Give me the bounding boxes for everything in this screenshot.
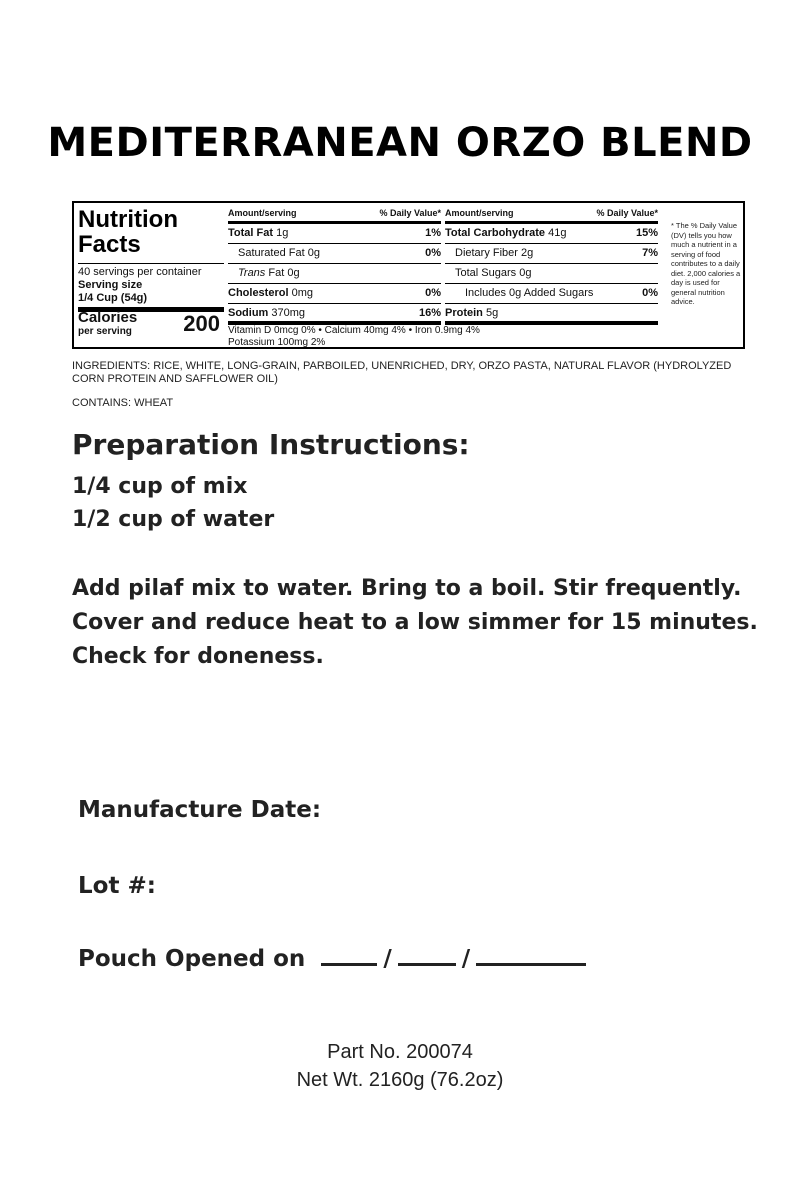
nutrient-name: Cholesterol [228,287,289,299]
nutrient-row [445,264,658,284]
nutrient-amount: 1g [276,227,289,239]
vitamins-line-2: Potassium 100mg 2% [228,337,326,348]
nutrient-amount: 370mg [271,307,306,319]
nutrient-amount: 41g [548,227,567,239]
amount-header: Amount/serving [228,208,297,218]
nutrient-name: Saturated Fat [238,247,305,259]
serving-size-value: 1/4 Cup (54g) [78,292,148,304]
nutrient-amount: 5g [485,307,499,319]
prep-mix-amount: 1/4 cup of mix [72,474,248,499]
month-blank[interactable] [321,943,377,966]
dv-header: % Daily Value* [596,208,658,218]
nutrient-amount: 0g [307,247,320,259]
pouch-opened-row [78,943,586,972]
date-separator: / [383,946,392,972]
date-separator: / [461,946,471,972]
nutrient-dv: 0% [642,287,658,299]
servings-per-container: 40 servings per container [78,266,202,278]
nutrient-row [228,224,441,244]
nutrient-amount: 0mg [291,287,313,299]
nutrition-left-block [78,206,224,337]
preparation-title: Preparation Instructions: [72,428,470,461]
nutrient-name: Includes 0g Added Sugars [465,287,594,299]
nutrition-facts-panel [72,201,745,349]
nutrient-row [445,244,658,264]
nutrient-name: Total Carbohydrate [445,227,546,239]
amount-header: Amount/serving [445,208,514,218]
nutrient-dv: 1% [425,227,441,239]
nutrient-dv: 7% [642,247,658,259]
nutrient-name: Sodium [228,307,269,319]
divider [78,263,224,264]
part-number: Part No. 200074 [327,1041,473,1063]
nutrient-row [445,284,658,304]
vitamins-line-1: Vitamin D 0mcg 0% • Calcium 40mg 4% • Iron 0.9mg 4% [228,325,480,336]
nutrient-row [228,284,441,304]
daily-value-footnote: * The % Daily Value (DV) tells you how much a nutrient in a serving of food contributes to a daily diet. 2,000 calories a day is used for general nutrition advice. [671,221,741,306]
column-header [445,207,658,224]
pouch-opened-label: Pouch Opened on [78,946,306,972]
calories-label: Calories [78,309,138,326]
nutrient-column-left [228,207,441,323]
nutrient-amount: Fat 0g [268,267,300,279]
year-blank[interactable] [476,943,586,966]
nutrient-name: Trans [238,267,266,279]
calories-value: 200 [183,311,220,336]
nutrient-row [228,244,441,264]
nutrient-amount: 2g [521,247,534,259]
vitamins-minerals [228,325,480,349]
nutrient-row [445,224,658,244]
nutrient-dv: 0% [425,247,441,259]
net-weight: Net Wt. 2160g (76.2oz) [296,1069,504,1091]
nutrient-dv: 15% [635,227,658,239]
lot-number-label: Lot #: [78,873,156,899]
nutrient-dv: 0% [425,287,441,299]
ingredients-text: INGREDIENTS: RICE, WHITE, LONG-GRAIN, PARBOILED, UNENRICHED, DRY, ORZO PASTA, NATURAL FLAVOR (HYDROLYZED CORN PROTEIN AND SAFFLOWER OIL) [72,360,732,385]
nutrient-amount: 0g [519,267,532,279]
preparation-steps: Add pilaf mix to water. Bring to a boil. Stir frequently. Cover and reduce heat to a low simmer for 15 minutes. Check for doneness. [72,576,758,669]
column-header [228,207,441,224]
nutrient-dv: 16% [418,307,441,319]
nutrient-name: Total Sugars [455,267,517,279]
prep-water-amount: 1/2 cup of water [72,507,275,532]
dv-header: % Daily Value* [379,208,441,218]
product-footer [0,1038,800,1094]
nutrient-name: Dietary Fiber [455,247,518,259]
nutrition-heading-2: Facts [78,231,141,258]
nutrient-name: Total Fat [228,227,274,239]
nutrition-heading-1: Nutrition [78,206,178,233]
serving-size-label: Serving size [78,279,143,291]
allergen-statement: CONTAINS: WHEAT [72,397,174,409]
manufacture-date-label: Manufacture Date: [78,797,322,823]
nutrient-name: Protein [445,307,483,319]
calories-per-serving: per serving [78,326,132,337]
nutrient-row [228,264,441,284]
nutrient-column-right [445,207,658,323]
day-blank[interactable] [398,943,456,966]
product-title: MEDITERRANEAN ORZO BLEND [47,120,753,166]
